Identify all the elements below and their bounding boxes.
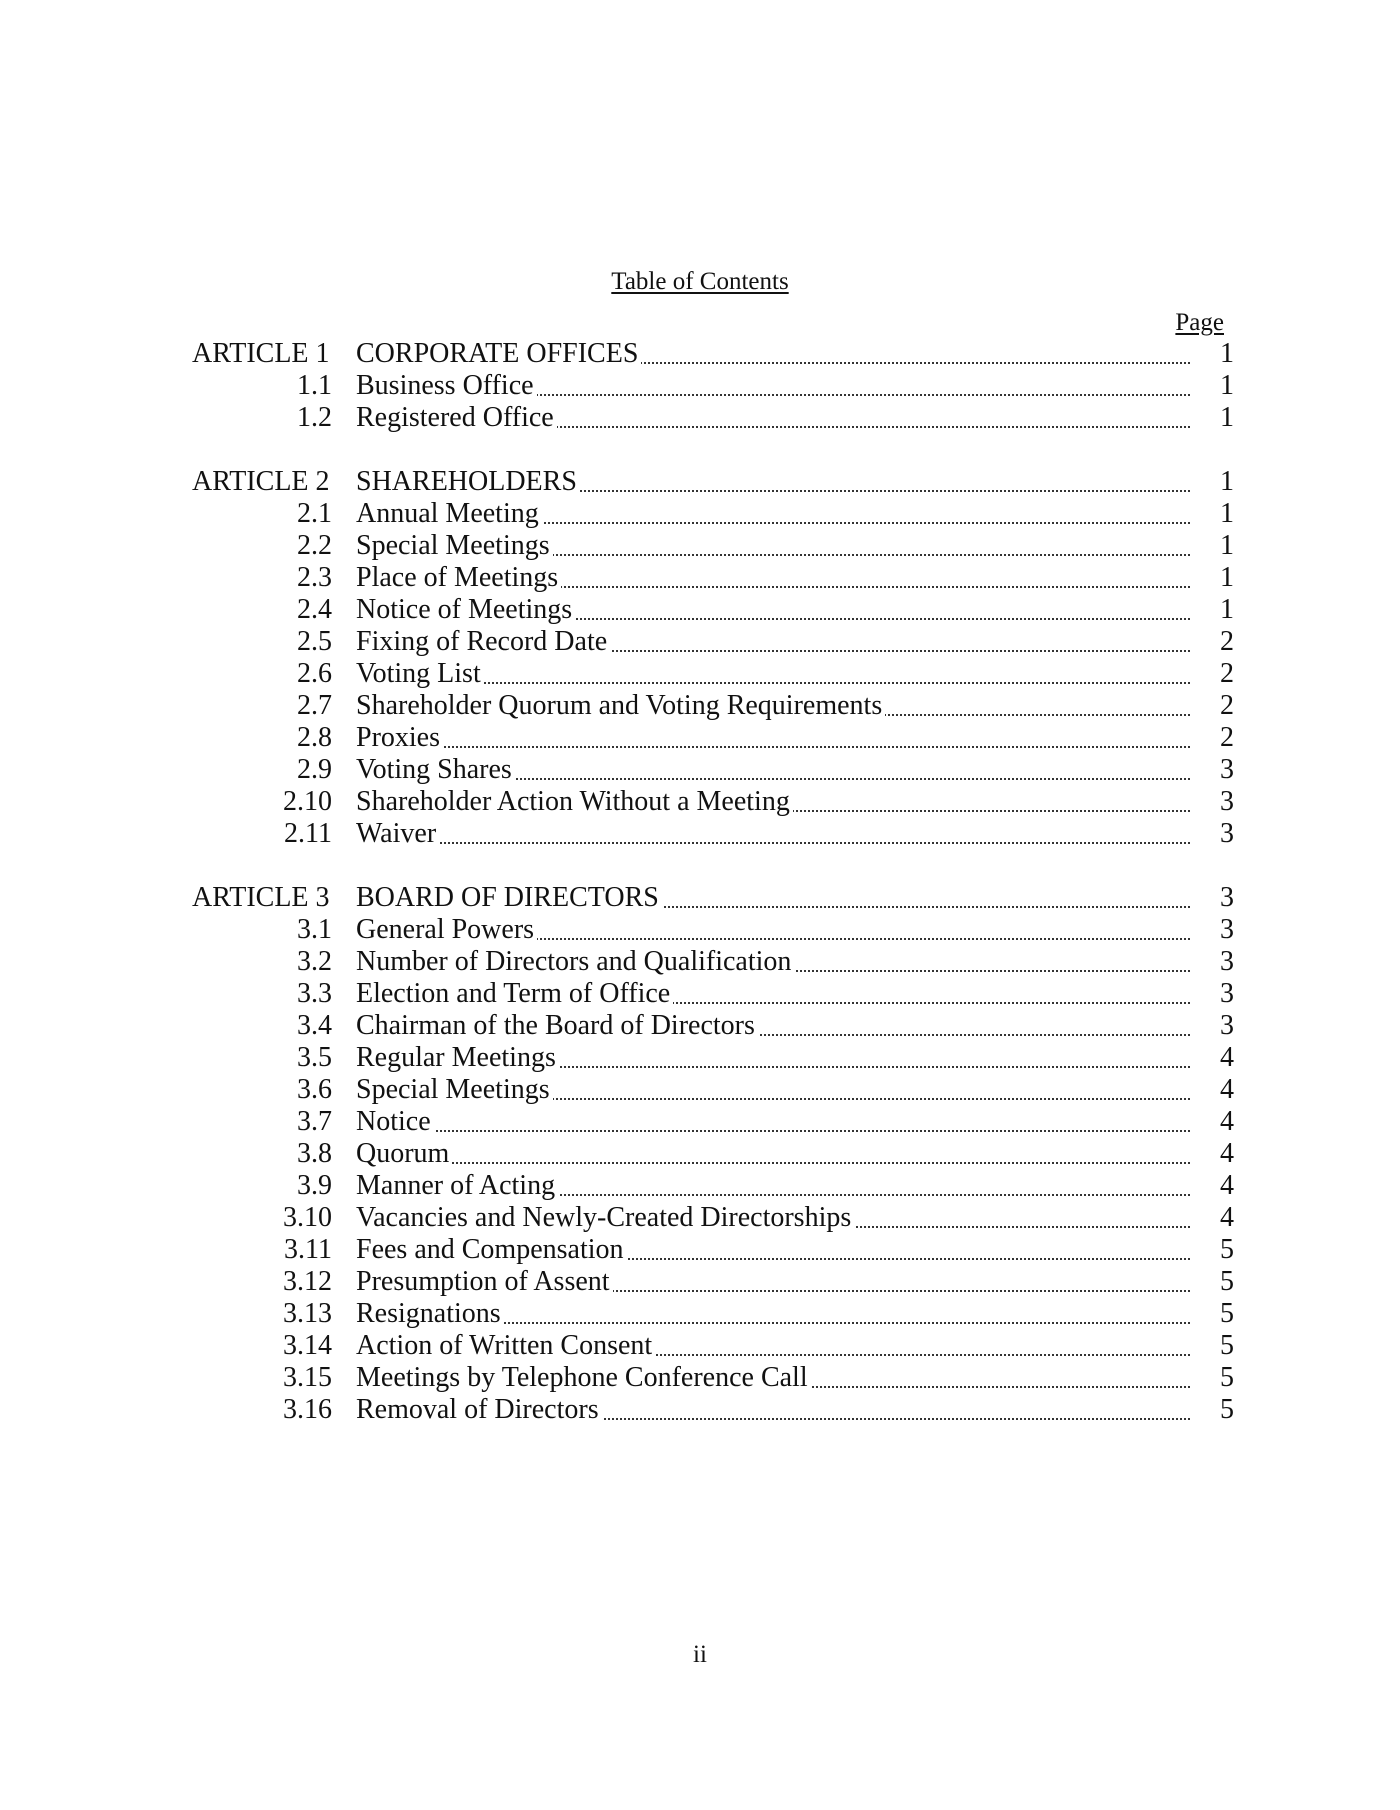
section-title: Quorum xyxy=(356,1138,452,1169)
toc-section-row[interactable] xyxy=(0,1362,1400,1394)
page-number: 3 xyxy=(1220,1010,1234,1041)
section-title: Shareholder Action Without a Meeting xyxy=(356,786,793,817)
section-number: 2.10 xyxy=(283,786,332,817)
section-title: Place of Meetings xyxy=(356,562,561,593)
page-number: 3 xyxy=(1220,978,1234,1009)
dot-leader xyxy=(356,746,1190,748)
toc-section-row[interactable] xyxy=(0,786,1400,818)
page-number: 5 xyxy=(1220,1266,1234,1297)
section-number: 3.6 xyxy=(297,1074,332,1105)
section-number: 3.5 xyxy=(297,1042,332,1073)
page-number: 1 xyxy=(1220,370,1234,401)
toc-section-row[interactable] xyxy=(0,1138,1400,1170)
section-title: Waiver xyxy=(356,818,439,849)
toc-entry xyxy=(356,1074,1190,1106)
toc-section-row[interactable] xyxy=(0,754,1400,786)
section-title: Chairman of the Board of Directors xyxy=(356,1010,758,1041)
section-title: Meetings by Telephone Conference Call xyxy=(356,1362,811,1393)
page-number: 4 xyxy=(1220,1138,1234,1169)
section-number: 3.1 xyxy=(297,914,332,945)
dot-leader xyxy=(356,1130,1190,1132)
section-number: 2.6 xyxy=(297,658,332,689)
section-title: Manner of Acting xyxy=(356,1170,558,1201)
page-number: 5 xyxy=(1220,1330,1234,1361)
section-number: 3.9 xyxy=(297,1170,332,1201)
section-number: 2.9 xyxy=(297,754,332,785)
section-title: Fixing of Record Date xyxy=(356,626,610,657)
toc-section-row[interactable] xyxy=(0,1010,1400,1042)
table-of-contents xyxy=(0,338,1400,1426)
section-number: 3.10 xyxy=(283,1202,332,1233)
section-number: 2.2 xyxy=(297,530,332,561)
section-number: 2.4 xyxy=(297,594,332,625)
section-title: Special Meetings xyxy=(356,1074,553,1105)
page-number: 4 xyxy=(1220,1106,1234,1137)
article-title: CORPORATE OFFICES xyxy=(356,338,641,369)
toc-entry xyxy=(356,978,1190,1010)
toc-entry xyxy=(356,1042,1190,1074)
page-number: 5 xyxy=(1220,1234,1234,1265)
toc-section-row[interactable] xyxy=(0,658,1400,690)
toc-section-row[interactable] xyxy=(0,1202,1400,1234)
toc-entry xyxy=(356,1138,1190,1170)
toc-title xyxy=(0,267,1400,297)
toc-section-row[interactable] xyxy=(0,818,1400,850)
page-number: 5 xyxy=(1220,1298,1234,1329)
section-title: Fees and Compensation xyxy=(356,1234,627,1265)
toc-entry xyxy=(356,1298,1190,1330)
toc-entry xyxy=(356,626,1190,658)
toc-entry xyxy=(356,562,1190,594)
section-number: 2.8 xyxy=(297,722,332,753)
section-title: Regular Meetings xyxy=(356,1042,559,1073)
article-number: ARTICLE 3 xyxy=(192,882,330,913)
section-title: Presumption of Assent xyxy=(356,1266,613,1297)
section-title: Resignations xyxy=(356,1298,504,1329)
toc-section-row[interactable] xyxy=(0,530,1400,562)
toc-entry xyxy=(356,946,1190,978)
section-title: Vacancies and Newly-Created Directorships xyxy=(356,1202,854,1233)
toc-section-row[interactable] xyxy=(0,1298,1400,1330)
section-number: 2.11 xyxy=(284,818,332,849)
toc-entry xyxy=(356,754,1190,786)
page-number: 2 xyxy=(1220,658,1234,689)
toc-section-row[interactable] xyxy=(0,562,1400,594)
article-title: SHAREHOLDERS xyxy=(356,466,580,497)
page-number: 3 xyxy=(1220,786,1234,817)
toc-section-row[interactable] xyxy=(0,1106,1400,1138)
toc-entry xyxy=(356,1234,1190,1266)
page-number: 3 xyxy=(1220,818,1234,849)
article-title: BOARD OF DIRECTORS xyxy=(356,882,662,913)
toc-entry xyxy=(356,658,1190,690)
toc-section-row[interactable] xyxy=(0,1074,1400,1106)
toc-entry xyxy=(356,1202,1190,1234)
page-number: 4 xyxy=(1220,1074,1234,1105)
toc-entry xyxy=(356,338,1190,370)
toc-section-row[interactable] xyxy=(0,722,1400,754)
section-number: 1.2 xyxy=(297,402,332,433)
page-number: 1 xyxy=(1220,562,1234,593)
toc-section-row[interactable] xyxy=(0,626,1400,658)
section-title: Annual Meeting xyxy=(356,498,542,529)
toc-title-text: Table of Contents xyxy=(611,268,789,295)
page-number: 3 xyxy=(1220,914,1234,945)
dot-leader xyxy=(356,842,1190,844)
page-number: 4 xyxy=(1220,1042,1234,1073)
section-title: Voting List xyxy=(356,658,484,689)
section-number: 3.4 xyxy=(297,1010,332,1041)
toc-article-row[interactable] xyxy=(0,338,1400,370)
section-title: Notice of Meetings xyxy=(356,594,575,625)
section-title: Proxies xyxy=(356,722,443,753)
toc-entry xyxy=(356,1394,1190,1426)
toc-article-row[interactable] xyxy=(0,466,1400,498)
page-number: 3 xyxy=(1220,882,1234,913)
toc-entry xyxy=(356,530,1190,562)
page-number: 4 xyxy=(1220,1170,1234,1201)
toc-section-row[interactable] xyxy=(0,946,1400,978)
toc-section-row[interactable] xyxy=(0,1042,1400,1074)
section-number: 3.15 xyxy=(283,1362,332,1393)
section-number: 3.12 xyxy=(283,1266,332,1297)
toc-entry xyxy=(356,1330,1190,1362)
section-title: Number of Directors and Qualification xyxy=(356,946,794,977)
toc-entry xyxy=(356,690,1190,722)
toc-section-row[interactable] xyxy=(0,594,1400,626)
article-number: ARTICLE 1 xyxy=(192,338,330,369)
page-number: 1 xyxy=(1220,402,1234,433)
page-number: 2 xyxy=(1220,690,1234,721)
page-number: 1 xyxy=(1220,466,1234,497)
section-title: Shareholder Quorum and Voting Requirements xyxy=(356,690,885,721)
page-number: 5 xyxy=(1220,1362,1234,1393)
page-column-header: Page xyxy=(1175,309,1224,336)
section-title: Election and Term of Office xyxy=(356,978,673,1009)
section-title: Notice xyxy=(356,1106,434,1137)
page-number: 3 xyxy=(1220,754,1234,785)
section-title: Voting Shares xyxy=(356,754,515,785)
toc-entry xyxy=(356,370,1190,402)
toc-entry xyxy=(356,1170,1190,1202)
section-number: 3.7 xyxy=(297,1106,332,1137)
toc-section-row[interactable] xyxy=(0,978,1400,1010)
page-number: 5 xyxy=(1220,1394,1234,1425)
section-number: 3.16 xyxy=(283,1394,332,1425)
section-number: 3.11 xyxy=(284,1234,332,1265)
page-number: 1 xyxy=(1220,594,1234,625)
toc-entry xyxy=(356,882,1190,914)
toc-section-row[interactable] xyxy=(0,402,1400,434)
dot-leader xyxy=(356,1162,1190,1164)
toc-entry xyxy=(356,1362,1190,1394)
page-number: 3 xyxy=(1220,946,1234,977)
section-title: Registered Office xyxy=(356,402,557,433)
page-number: 2 xyxy=(1220,722,1234,753)
toc-entry xyxy=(356,786,1190,818)
toc-article-row[interactable] xyxy=(0,882,1400,914)
article-number: ARTICLE 2 xyxy=(192,466,330,497)
section-title: Action of Written Consent xyxy=(356,1330,655,1361)
toc-section-row[interactable] xyxy=(0,370,1400,402)
toc-entry xyxy=(356,466,1190,498)
toc-entry xyxy=(356,498,1190,530)
toc-section-row[interactable] xyxy=(0,1266,1400,1298)
section-title: Removal of Directors xyxy=(356,1394,602,1425)
toc-section-row[interactable] xyxy=(0,914,1400,946)
section-number: 3.8 xyxy=(297,1138,332,1169)
toc-entry xyxy=(356,402,1190,434)
toc-entry xyxy=(356,722,1190,754)
section-number: 3.2 xyxy=(297,946,332,977)
page-number: 1 xyxy=(1220,498,1234,529)
section-number: 2.3 xyxy=(297,562,332,593)
toc-entry xyxy=(356,818,1190,850)
section-number: 3.13 xyxy=(283,1298,332,1329)
toc-entry xyxy=(356,1266,1190,1298)
section-number: 2.1 xyxy=(297,498,332,529)
toc-entry xyxy=(356,1106,1190,1138)
page-number: 2 xyxy=(1220,626,1234,657)
toc-entry xyxy=(356,594,1190,626)
page-number: 1 xyxy=(1220,338,1234,369)
toc-section-row[interactable] xyxy=(0,690,1400,722)
toc-entry xyxy=(356,1010,1190,1042)
section-number: 1.1 xyxy=(297,370,332,401)
toc-section-row[interactable] xyxy=(0,1170,1400,1202)
section-number: 2.5 xyxy=(297,626,332,657)
section-number: 3.3 xyxy=(297,978,332,1009)
section-title: Business Office xyxy=(356,370,537,401)
section-number: 3.14 xyxy=(283,1330,332,1361)
toc-section-row[interactable] xyxy=(0,498,1400,530)
toc-section-row[interactable] xyxy=(0,1234,1400,1266)
page-number: 4 xyxy=(1220,1202,1234,1233)
section-number: 2.7 xyxy=(297,690,332,721)
section-title: Special Meetings xyxy=(356,530,553,561)
toc-section-row[interactable] xyxy=(0,1330,1400,1362)
toc-entry xyxy=(356,914,1190,946)
footer-page-number: ii xyxy=(693,1641,707,1668)
section-title: General Powers xyxy=(356,914,537,945)
page-number: 1 xyxy=(1220,530,1234,561)
toc-section-row[interactable] xyxy=(0,1394,1400,1426)
